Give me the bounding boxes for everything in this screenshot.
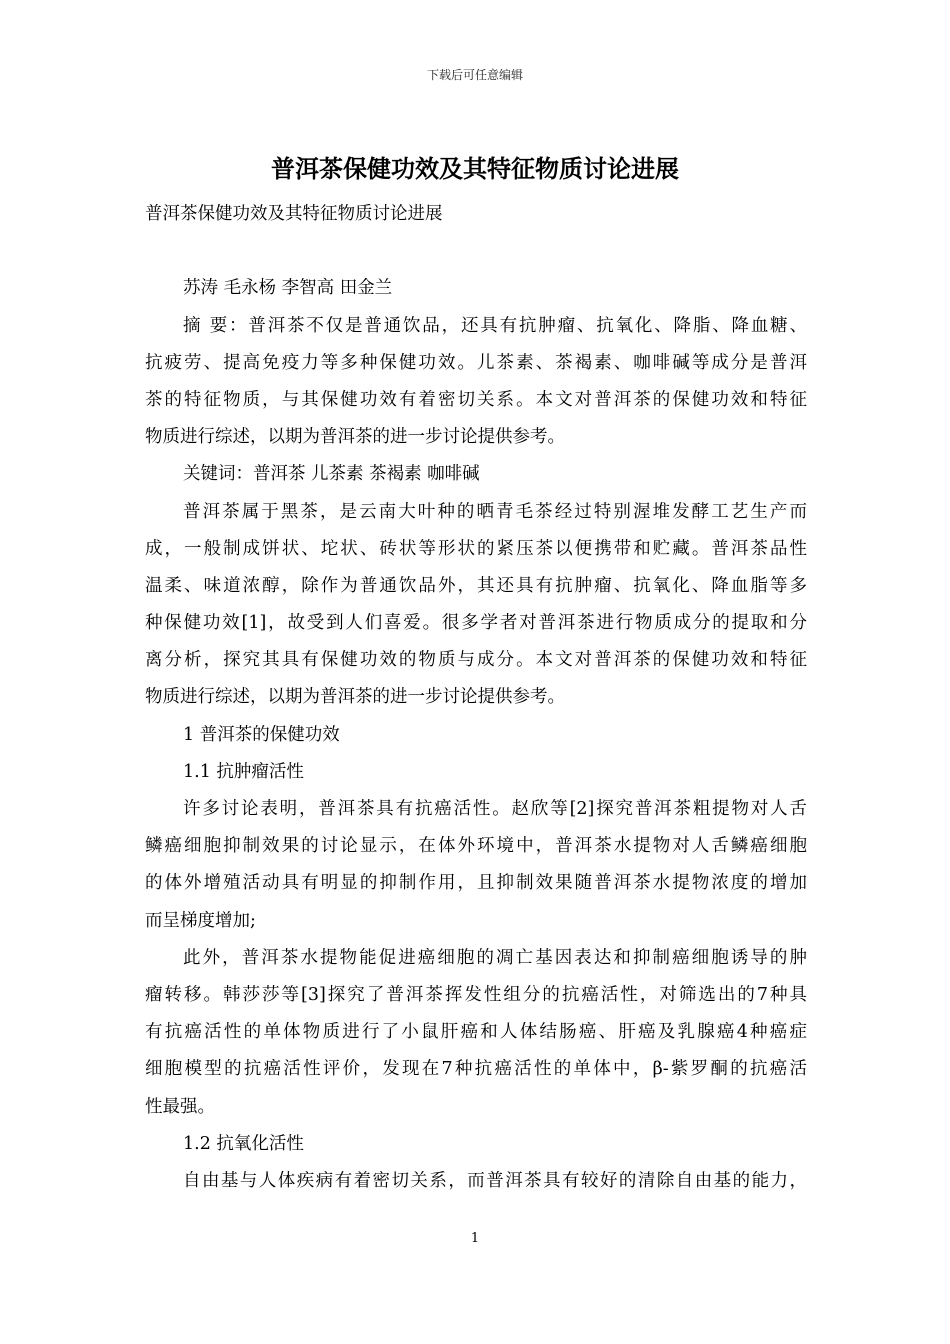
intro-line: 成，一般制成饼状、坨状、砖状等形状的紧压茶以便携带和贮藏。普洱茶品性 <box>145 538 807 559</box>
keywords-line: 关键词：普洱茶 儿茶素 茶褐素 咖啡碱 <box>183 464 480 485</box>
antitumor-paragraph-2 <box>145 940 807 1126</box>
antioxidant-line: 自由基与人体疾病有着密切关系，而普洱茶具有较好的清除自由基的能力， <box>183 1170 807 1191</box>
abstract-line: 物质进行综述，以期为普洱茶的进一步讨论提供参考。 <box>145 427 565 448</box>
section-heading-1-2: 1.2 抗氧化活性 <box>183 1133 304 1154</box>
page-header-note: 下载后可任意编辑 <box>426 68 523 82</box>
page-number: 1 <box>470 1231 480 1246</box>
section-heading-1-1: 1.1 抗肿瘤活性 <box>183 761 304 782</box>
antitumor2-line: 细胞模型的抗癌活性评价，发现在7种抗癌活性的单体中，β-紫罗酮的抗癌活 <box>145 1059 807 1080</box>
document-body <box>145 196 807 1200</box>
antitumor-paragraph <box>145 791 807 940</box>
antitumor2-line: 性最强。 <box>145 1096 215 1117</box>
abstract-line: 摘 要：普洱茶不仅是普通饮品，还具有抗肿瘤、抗氧化、降脂、降血糖、 <box>183 315 807 336</box>
antitumor2-line: 有抗癌活性的单体物质进行了小鼠肝癌和人体结肠癌、肝癌及乳腺癌4种癌症 <box>145 1022 807 1043</box>
intro-line: 普洱茶属于黑茶，是云南大叶种的晒青毛茶经过特别渥堆发酵工艺生产而 <box>183 501 807 522</box>
blank-line <box>145 233 807 270</box>
intro-line: 离分析，探究其具有保健功效的物质与成分。本文对普洱茶的保健功效和特征 <box>145 650 807 671</box>
antioxidant-paragraph <box>145 1163 807 1200</box>
intro-line: 种保健功效[1]，故受到人们喜爱。很多学者对普洱茶进行物质成分的提取和分 <box>145 613 807 634</box>
antitumor-line: 鳞癌细胞抑制效果的讨论显示，在体外环境中，普洱茶水提物对人舌鳞癌细胞 <box>145 836 807 857</box>
antitumor2-line: 此外，普洱茶水提物能促进癌细胞的凋亡基因表达和抑制癌细胞诱导的肿 <box>183 947 807 968</box>
abstract-line: 抗疲劳、提高免疫力等多种保健功效。儿茶素、茶褐素、咖啡碱等成分是普洱 <box>145 352 807 373</box>
author-line: 苏涛 毛永杨 李智高 田金兰 <box>183 278 393 299</box>
antitumor2-line: 瘤转移。韩莎莎等[3]探究了普洱茶挥发性组分的抗癌活性，对筛选出的7种具 <box>145 984 807 1005</box>
intro-paragraph <box>145 494 807 717</box>
antitumor-line: 的体外增殖活动具有明显的抑制作用，且抑制效果随普洱茶水提物浓度的增加 <box>145 873 807 894</box>
intro-line: 温柔、味道浓醇，除作为普通饮品外，其还具有抗肿瘤、抗氧化、降血脂等多 <box>145 575 807 596</box>
document-subtitle: 普洱茶保健功效及其特征物质讨论进展 <box>145 204 443 224</box>
section-heading-1: 1 普洱茶的保健功效 <box>183 724 340 745</box>
antitumor-line: 许多讨论表明，普洱茶具有抗癌活性。赵欣等[2]探究普洱茶粗提物对人舌 <box>183 799 807 819</box>
abstract-line: 茶的特征物质，与其保健功效有着密切关系。本文对普洱茶的保健功效和特征 <box>145 389 807 410</box>
abstract-paragraph <box>145 308 807 457</box>
document-title: 普洱茶保健功效及其特征物质讨论进展 <box>271 155 679 183</box>
intro-line: 物质进行综述，以期为普洱茶的进一步讨论提供参考。 <box>145 687 565 708</box>
antitumor-line: 而呈梯度增加; <box>145 910 256 931</box>
